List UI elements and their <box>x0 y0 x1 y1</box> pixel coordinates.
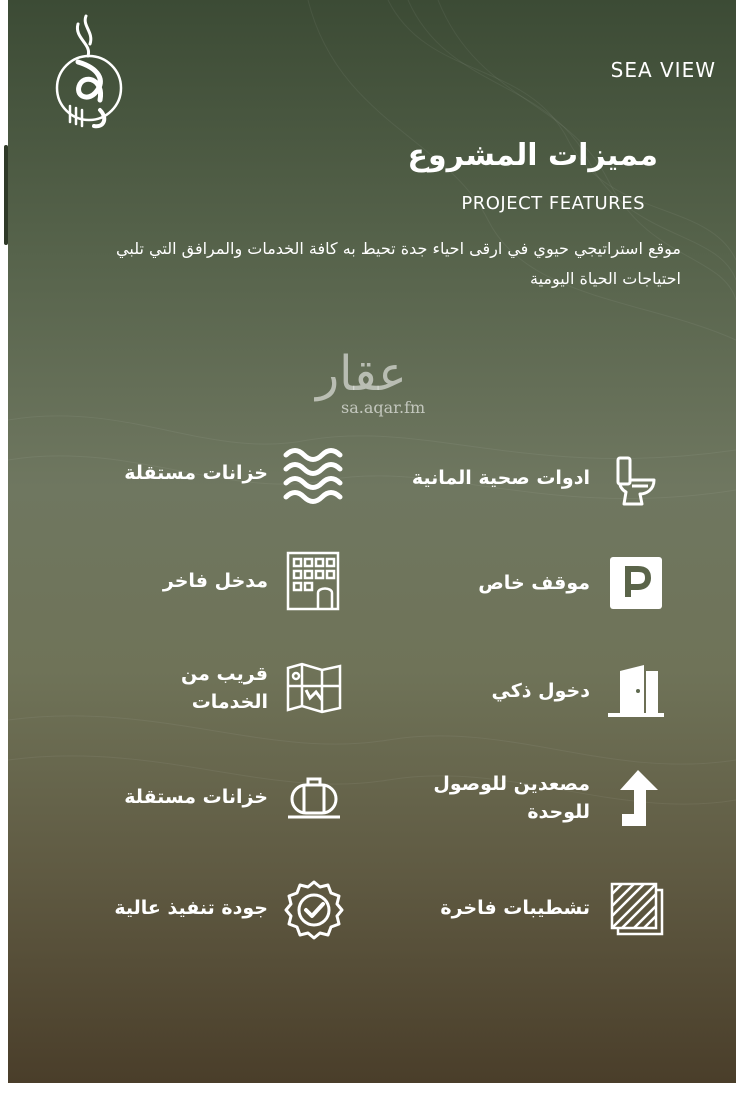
feature-smart-entry <box>368 651 668 731</box>
arrow-up-icon <box>604 766 668 830</box>
feature-elevators <box>368 758 668 838</box>
tiles-icon <box>604 876 668 940</box>
feature-finishing <box>368 868 668 948</box>
map-icon <box>282 656 346 720</box>
feature-label: مصعدين للوصول للوحدة <box>433 773 590 823</box>
water-waves-icon <box>282 441 346 505</box>
section-description: موقع استراتيجي حيوي في ارقى احياء جدة تحيط به كافة الخدمات والمرافق التي تلبي احتياجات الحياة اليومية <box>116 239 681 288</box>
section-title-arabic: مميزات المشروع <box>407 138 658 173</box>
building-icon <box>282 549 346 613</box>
feature-label: جودة تنفيذ عالية <box>114 897 268 919</box>
feature-label: خزانات مستقلة <box>124 462 268 484</box>
quality-badge-icon <box>282 876 346 940</box>
calligraphy-logo-icon <box>48 10 130 130</box>
feature-label: تشطيبات فاخرة <box>440 897 590 919</box>
feature-label: موقف خاص <box>478 572 590 594</box>
feature-parking <box>368 543 668 623</box>
brand-name: SEA VIEW <box>610 58 716 82</box>
feature-label: مدخل فاخر <box>162 570 268 592</box>
project-features-flyer <box>8 0 736 1083</box>
parking-icon <box>604 551 668 615</box>
feature-toilet <box>368 438 668 518</box>
watermark-brand: عقار <box>316 346 407 402</box>
section-title-english: PROJECT FEATURES <box>461 193 645 214</box>
feature-near-services <box>46 648 346 728</box>
feature-quality <box>46 868 346 948</box>
feature-water-tanks <box>46 433 346 513</box>
feature-label: دخول ذكي <box>491 680 590 702</box>
watermark-url: sa.aqar.fm <box>341 398 426 417</box>
feature-label: ادوات صحية المانية <box>411 467 590 489</box>
toilet-icon <box>604 446 668 510</box>
door-icon <box>604 659 668 723</box>
feature-luxury-entrance <box>46 541 346 621</box>
tank-icon <box>282 765 346 829</box>
feature-label: خزانات مستقلة <box>124 786 268 808</box>
feature-label: قريب من الخدمات <box>181 663 268 713</box>
feature-storage-tanks <box>46 757 346 837</box>
